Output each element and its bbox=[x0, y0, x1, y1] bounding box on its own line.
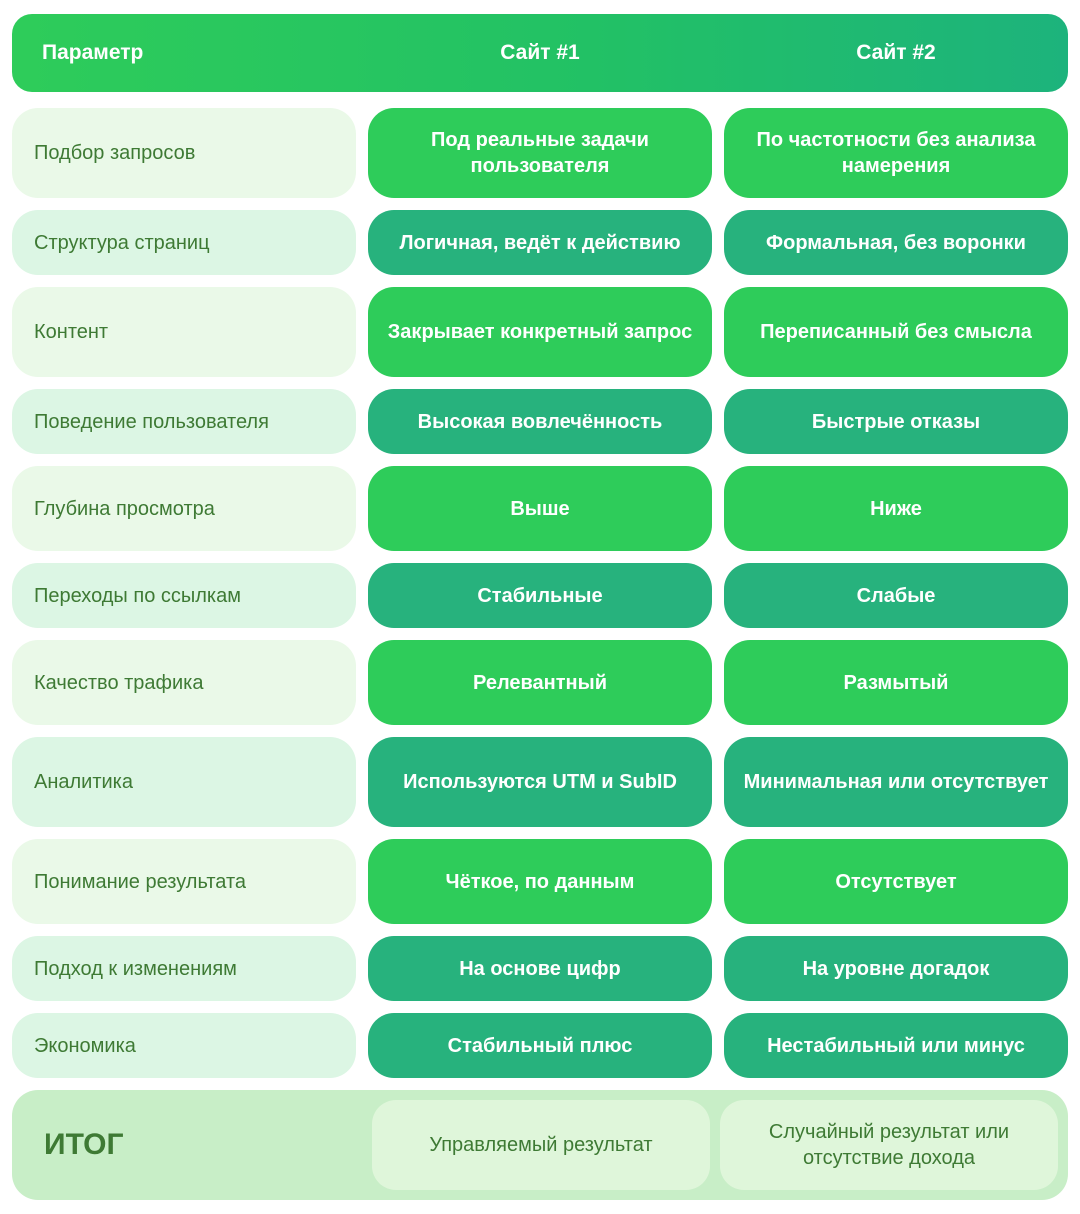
site1-cell: Закрывает конкретный запрос bbox=[368, 287, 712, 377]
table-row bbox=[12, 1013, 1068, 1078]
total-site2-cell: Случайный результат или отсутствие дохода bbox=[720, 1100, 1058, 1190]
site1-cell: Чёткое, по данным bbox=[368, 839, 712, 924]
site2-cell: Формальная, без воронки bbox=[724, 210, 1068, 275]
table-row bbox=[12, 108, 1068, 198]
table-row bbox=[12, 210, 1068, 275]
site1-cell: Логичная, ведёт к действию bbox=[368, 210, 712, 275]
table-row bbox=[12, 563, 1068, 628]
param-cell: Экономика bbox=[12, 1013, 356, 1078]
param-cell: Качество трафика bbox=[12, 640, 356, 725]
site2-cell: Быстрые отказы bbox=[724, 389, 1068, 454]
site1-cell: Используются UTM и SubID bbox=[368, 737, 712, 827]
param-cell: Подход к изменениям bbox=[12, 936, 356, 1001]
site1-cell: Выше bbox=[368, 466, 712, 551]
table-row bbox=[12, 466, 1068, 551]
site2-cell: Нестабильный или минус bbox=[724, 1013, 1068, 1078]
site2-cell: На уровне догадок bbox=[724, 936, 1068, 1001]
table-row bbox=[12, 839, 1068, 924]
site2-cell: Отсутствует bbox=[724, 839, 1068, 924]
param-cell: Глубина просмотра bbox=[12, 466, 356, 551]
header-site2-label: Сайт #2 bbox=[856, 41, 936, 64]
total-site1-cell: Управляемый результат bbox=[372, 1100, 710, 1190]
table-row bbox=[12, 936, 1068, 1001]
param-cell: Структура страниц bbox=[12, 210, 356, 275]
site2-cell: Минимальная или отсутствует bbox=[724, 737, 1068, 827]
total-label: ИТОГ bbox=[44, 1128, 124, 1161]
site1-cell: Стабильный плюс bbox=[368, 1013, 712, 1078]
total-row bbox=[12, 1090, 1068, 1200]
header-site1-label: Сайт #1 bbox=[500, 41, 580, 64]
param-cell: Переходы по ссылкам bbox=[12, 563, 356, 628]
param-cell: Контент bbox=[12, 287, 356, 377]
site2-cell: Слабые bbox=[724, 563, 1068, 628]
table-row bbox=[12, 287, 1068, 377]
table-row bbox=[12, 737, 1068, 827]
site1-cell: Под реальные задачи пользователя bbox=[368, 108, 712, 198]
param-cell: Понимание результата bbox=[12, 839, 356, 924]
site1-cell: Стабильные bbox=[368, 563, 712, 628]
site2-cell: Размытый bbox=[724, 640, 1068, 725]
param-cell: Подбор запросов bbox=[12, 108, 356, 198]
param-cell: Поведение пользователя bbox=[12, 389, 356, 454]
site1-cell: На основе цифр bbox=[368, 936, 712, 1001]
table-row bbox=[12, 389, 1068, 454]
site2-cell: Ниже bbox=[724, 466, 1068, 551]
table-header bbox=[12, 14, 1068, 92]
site1-cell: Релевантный bbox=[368, 640, 712, 725]
site2-cell: Переписанный без смысла bbox=[724, 287, 1068, 377]
param-cell: Аналитика bbox=[12, 737, 356, 827]
site1-cell: Высокая вовлечённость bbox=[368, 389, 712, 454]
table-row bbox=[12, 640, 1068, 725]
header-param-label: Параметр bbox=[42, 41, 144, 64]
site2-cell: По частотности без анализа намерения bbox=[724, 108, 1068, 198]
